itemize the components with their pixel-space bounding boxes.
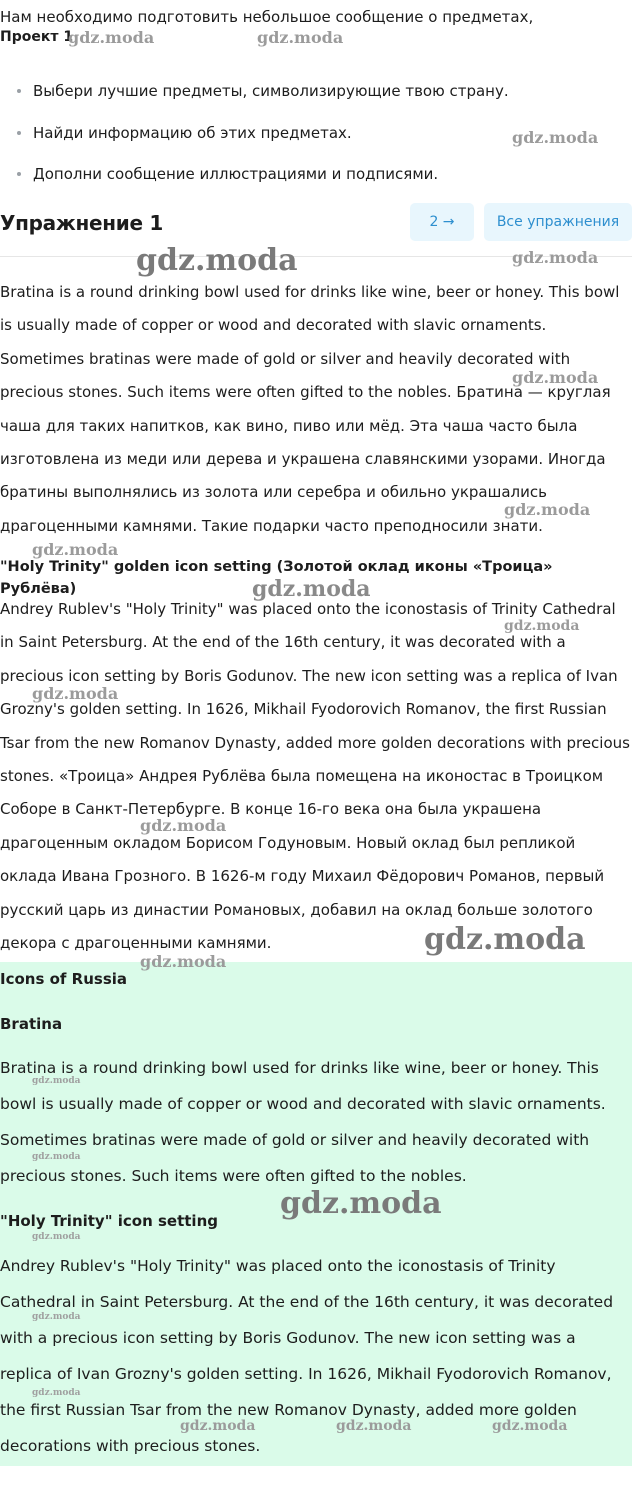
all-exercises-button[interactable]: Все упражнения	[484, 203, 632, 241]
exercise-title: Упражнение 1	[0, 211, 164, 235]
watermark: gdz.moda	[492, 1418, 568, 1434]
watermark: gdz.moda	[512, 368, 599, 387]
header-divider	[0, 256, 632, 257]
watermark: gdz.moda	[424, 922, 586, 957]
trinity-answer: Andrey Rublev's "Holy Trinity" was placed onto the iconostasis of Trinity Cathedral in Saint Petersburg. At the end of the 16th century, it was decorated with a precious icon setting by Boris Godunov. The new icon setting was a replica of Ivan Grozny's golden setting. In 1626, Mikhail Fyodorovich Romanov, the first Russian Tsar from the new Romanov Dynasty, added more golden decorations with precious stones.	[0, 1257, 614, 1455]
watermark: gdz.moda	[32, 1312, 81, 1322]
answer-box	[0, 962, 632, 1466]
intro-block	[0, 6, 632, 46]
watermark: gdz.moda	[32, 1388, 81, 1398]
trinity-heading: "Holy Trinity" icon setting	[0, 1212, 218, 1230]
watermark: gdz.moda	[32, 1152, 81, 1162]
watermark: gdz.moda	[136, 243, 298, 278]
watermark: gdz.moda	[180, 1418, 256, 1434]
watermark: gdz.moda	[32, 684, 119, 703]
intro-text: Нам необходимо подготовить небольшое сообщение о предметах,	[0, 8, 534, 26]
watermark: gdz.moda	[504, 618, 580, 634]
watermark: gdz.moda	[252, 576, 371, 602]
watermark: gdz.moda	[336, 1418, 412, 1434]
watermark: gdz.moda	[140, 816, 227, 835]
watermark: gdz.moda	[512, 128, 599, 147]
answer-heading: Icons of Russia	[0, 970, 128, 988]
trinity-paragraph: Andrey Rublev's "Holy Trinity" was placed onto the iconostasis of Trinity Cathedral in Saint Petersburg. At the end of the 16th century, it was decorated with a precious icon setting by Boris Godunov. The new icon setting was a replica of Ivan Grozny's golden setting. In 1626, Mikhail Fyodorovich Romanov, the first Russian Tsar from the new Romanov Dynasty, added more golden decorations with precious stones. «Троица» Андрея Рублёва была помещена на иконостас в Троицком Соборе в Санкт-Петербурге. В конце 16-го века она была украшена драгоценным окладом Борисом Годуновым. Новый оклад был репликой оклада Ивана Грозного. В 1626-м году Михаил Фёдорович Романов, первый русский царь из династии Романовых, добавил на оклад больше золотого декора с драгоценными камнями.	[0, 600, 630, 953]
bratina-paragraph: Bratina is a round drinking bowl used for drinks like wine, beer or honey. This bowl is usually made of copper or wood and decorated with slavic ornaments. Sometimes bratinas were made of gold or silver and heavily decorated with precious stones. Such items were often gifted to the nobles. Братина — круглая чаша для таких напитков, как вино, пиво или мёд. Эта чаша часто была изготовлена из меди или дерева и украшена славянскими узорами. Иногда братины выполнялись из золота или серебра и обильно украшались драгоценными камнями. Такие подарки часто преподносили знати.	[0, 283, 620, 535]
watermark: gdz.moda	[32, 540, 119, 559]
watermark: gdz.moda	[140, 952, 227, 971]
watermark: gdz.moda	[504, 500, 591, 519]
project-label: Проект 1	[0, 29, 74, 45]
watermark: gdz.moda	[512, 248, 599, 267]
exercise-header	[0, 203, 632, 243]
watermark: gdz.moda	[32, 1076, 81, 1086]
next-exercise-button[interactable]: 2 →	[410, 203, 474, 241]
trinity-title: "Holy Trinity" golden icon setting (Золотой оклад иконы «Троица» Рублёва)	[0, 559, 553, 597]
list-item: Дополни сообщение иллюстрациями и подписями.	[0, 163, 632, 205]
task-list	[0, 80, 632, 205]
bratina-heading: Bratina	[0, 1015, 63, 1033]
list-item: Выбери лучшие предметы, символизирующие твою страну.	[0, 80, 632, 122]
bratina-answer: Bratina is a round drinking bowl used for drinks like wine, beer or honey. This bowl is usually made of copper or wood and decorated with slavic ornaments. Sometimes bratinas were made of gold or silver and heavily decorated with precious stones. Such items were often gifted to the nobles.	[0, 1059, 606, 1185]
list-item: Найди информацию об этих предметах.	[0, 122, 632, 164]
watermark: gdz.moda	[257, 28, 344, 47]
watermark: gdz.moda	[32, 1232, 81, 1242]
watermark: gdz.moda	[68, 28, 155, 47]
watermark: gdz.moda	[280, 1186, 442, 1221]
